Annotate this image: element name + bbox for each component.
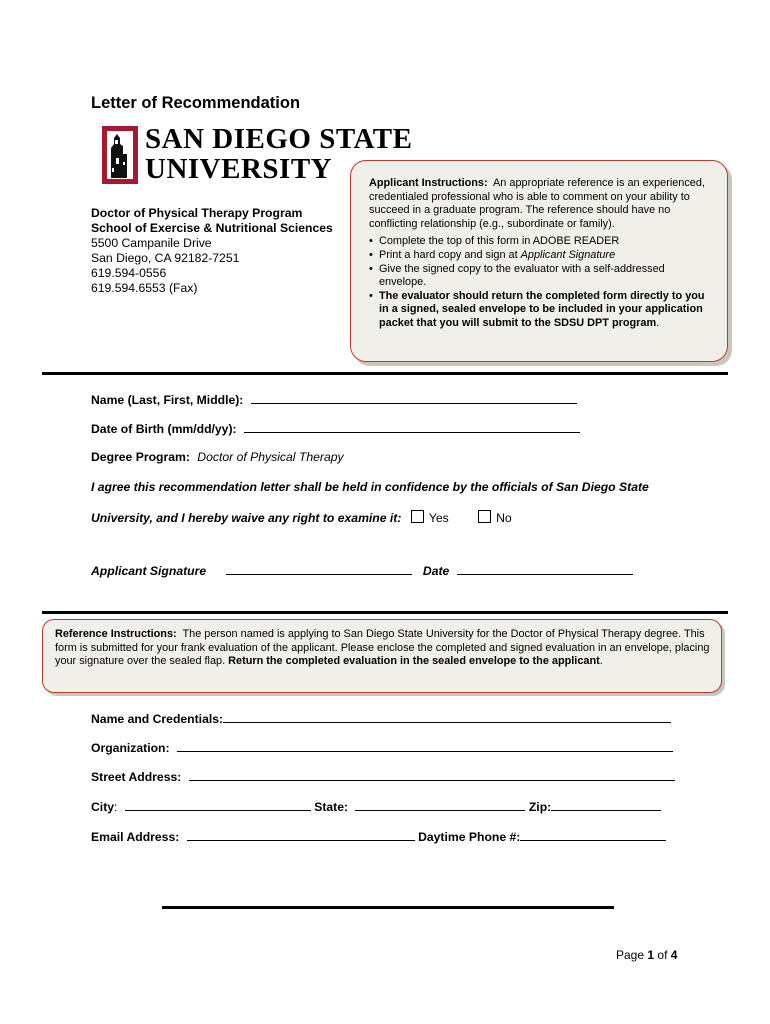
city-input[interactable]: [125, 798, 311, 811]
no-option[interactable]: No: [478, 511, 512, 525]
logo-wordmark-line2: UNIVERSITY: [145, 153, 333, 185]
dob-label: Date of Birth (mm/dd/yy):: [91, 422, 237, 436]
reference-instructions: Reference Instructions: The person named is applying to San Diego State University for the Doctor of Physical Therapy degree. This form is submitted for your frank evaluation of the applicant. Please enclose the completed and signed evaluation in an envelope, placing your signature over the sealed flap. Return the completed evaluation in the sealed envelope to the applicant.: [55, 628, 710, 668]
applicant-instructions-label: Applicant Instructions:: [369, 177, 488, 189]
department-address: [91, 206, 333, 296]
phone: 619.594-0556: [91, 266, 167, 280]
applicant-instructions: [369, 177, 714, 331]
phone-label: Daytime Phone #:: [418, 830, 521, 844]
degree-label: Degree Program:: [91, 450, 190, 464]
list-item: • Give the signed copy to the evaluator with a self-addressed envelope.: [379, 263, 714, 290]
dob-input[interactable]: [244, 420, 580, 433]
logo-wordmark-line1: SAN DIEGO STATE: [145, 123, 413, 155]
name-input[interactable]: [251, 391, 577, 404]
organization-input[interactable]: [177, 739, 673, 752]
zip-label: Zip:: [528, 800, 552, 814]
school-name: School of Exercise & Nutritional Sciences: [91, 221, 333, 235]
program-name: Doctor of Physical Therapy Program: [91, 206, 303, 220]
list-item: • The evaluator should return the completed form directly to you in a signed, sealed envelope to be included in your application packet that you will submit to the SDSU DPT program.: [379, 290, 714, 331]
list-item: • Print a hard copy and sign at Applicant Signature: [379, 249, 714, 263]
phone-input[interactable]: [520, 828, 666, 841]
no-checkbox[interactable]: [478, 510, 491, 523]
page-title: Letter of Recommendation: [91, 94, 301, 112]
street-input[interactable]: [189, 768, 675, 781]
sdsu-logo: [101, 122, 413, 188]
street-row: [91, 768, 675, 784]
yes-option[interactable]: Yes: [411, 511, 449, 525]
dob-field-row: [91, 420, 580, 436]
name-label: Name (Last, First, Middle):: [91, 393, 244, 407]
date-label: Date: [422, 564, 450, 578]
degree-value: Doctor of Physical Therapy: [197, 450, 344, 464]
degree-field-row: [91, 450, 344, 464]
yes-checkbox[interactable]: [411, 510, 424, 523]
name-field-row: [91, 391, 577, 407]
instruction-list: [369, 235, 714, 330]
fax: 619.594.6553 (Fax): [91, 281, 198, 295]
campanile-icon: [101, 124, 139, 186]
street: 5500 Campanile Drive: [91, 236, 212, 250]
applicant-instructions-text: An appropriate reference is an experienced, credentialed professional who is able to comment on your ability to succeed in a graduate program. The reference should have no conflicting relationship (e.g., subordinate or family).: [369, 177, 705, 230]
reference-instructions-label: Reference Instructions:: [55, 628, 177, 640]
organization-label: Organization:: [91, 741, 170, 755]
ref-name-row: [91, 710, 671, 726]
signature-input[interactable]: [226, 562, 412, 575]
signature-row: [91, 562, 633, 578]
waiver-row: [91, 510, 512, 525]
section-divider: [42, 611, 728, 614]
street-label: Street Address:: [91, 770, 182, 784]
waiver-text-line1: I agree this recommendation letter shall be held in confidence by the officials of San Diego State: [91, 480, 649, 494]
list-item: • Complete the top of this form in ADOBE READER: [379, 235, 714, 249]
page-number: Page 1 of 4: [616, 948, 678, 962]
email-input[interactable]: [187, 828, 415, 841]
date-input[interactable]: [457, 562, 633, 575]
waiver-text-line2: University, and I hereby waive any right to examine it:: [91, 511, 402, 525]
bottom-rule: [162, 906, 614, 909]
city-label: City: [91, 800, 115, 814]
organization-row: [91, 739, 673, 755]
applicant-instructions-clip: [350, 160, 728, 360]
state-label: State:: [314, 800, 349, 814]
state-input[interactable]: [355, 798, 525, 811]
ref-name-input[interactable]: [223, 710, 671, 723]
city-state-zip: San Diego, CA 92182-7251: [91, 251, 240, 265]
signature-label: Applicant Signature: [91, 564, 207, 578]
email-phone-row: [91, 828, 666, 844]
zip-input[interactable]: [551, 798, 661, 811]
section-divider: [42, 372, 728, 375]
ref-name-label: Name and Credentials:: [91, 712, 224, 726]
email-label: Email Address:: [91, 830, 180, 844]
city-state-zip-row: City: State: Zip:: [91, 798, 661, 814]
